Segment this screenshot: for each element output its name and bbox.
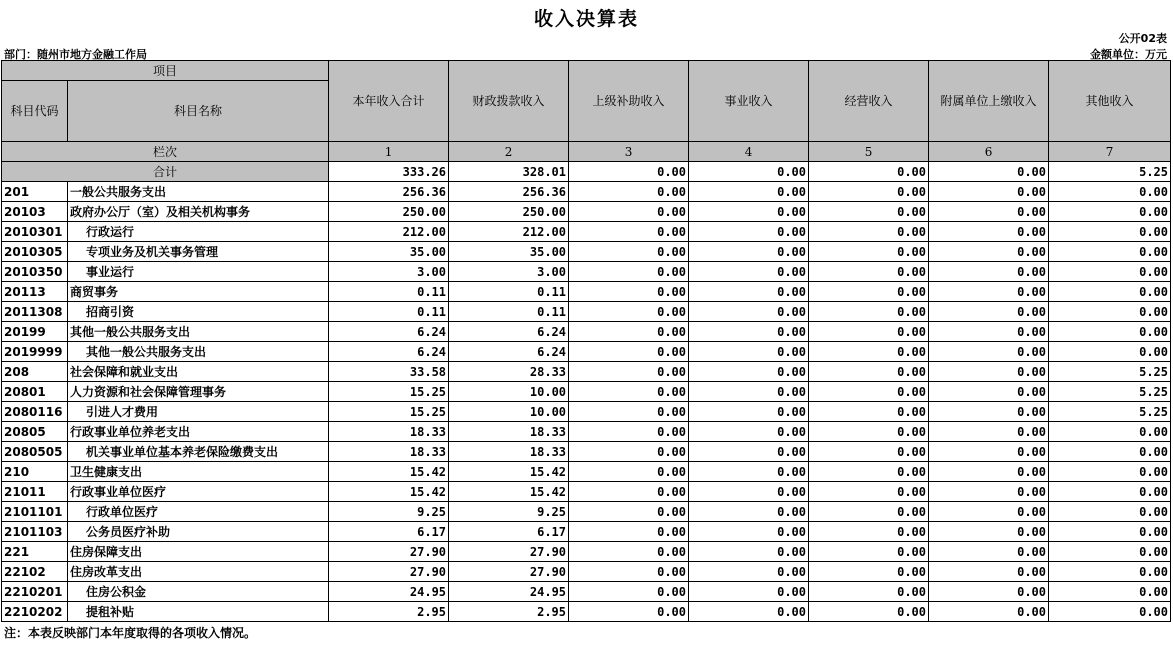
amount-cell: 5.25 [1049,382,1171,402]
subject-name: 社会保障和就业支出 [68,362,329,382]
subject-name: 机关事业单位基本养老保险缴费支出 [68,442,329,462]
amount-cell: 0.00 [569,342,689,362]
amount-cell: 0.00 [1049,442,1171,462]
amount-cell: 0.00 [1049,602,1171,622]
amount-cell: 0.00 [809,562,929,582]
amount-cell: 27.90 [449,562,569,582]
amount-cell: 0.00 [689,322,809,342]
amount-cell: 0.00 [569,222,689,242]
amount-cell: 0.00 [929,222,1049,242]
amount-cell: 0.00 [929,342,1049,362]
amount-cell: 0.00 [809,182,929,202]
amount-cell: 6.24 [329,342,449,362]
amount-cell: 0.00 [929,262,1049,282]
amount-cell: 0.00 [569,362,689,382]
amount-cell: 0.00 [929,382,1049,402]
subject-name: 住房公积金 [68,582,329,602]
header-code: 科目代码 [2,81,68,142]
amount-cell: 9.25 [449,502,569,522]
amount-cell: 0.00 [1049,182,1171,202]
table-row [2,482,1171,502]
amount-cell: 0.00 [929,482,1049,502]
amount-cell: 10.00 [449,402,569,422]
amount-cell: 0.00 [809,262,929,282]
subject-code: 208 [2,362,68,382]
amount-cell: 0.00 [569,242,689,262]
amount-cell: 0.11 [329,302,449,322]
header-col-7: 其他收入 [1049,61,1171,142]
amount-cell: 0.00 [689,482,809,502]
table-row [2,262,1171,282]
amount-cell: 15.42 [329,462,449,482]
amount-cell: 3.00 [449,262,569,282]
subject-code: 2101101 [2,502,68,522]
table-row [2,402,1171,422]
amount-cell: 0.00 [929,402,1049,422]
amount-cell: 0.00 [569,302,689,322]
amount-cell: 18.33 [329,422,449,442]
amount-cell: 15.42 [449,462,569,482]
amount-cell: 6.17 [329,522,449,542]
amount-cell: 0.00 [689,422,809,442]
amount-cell: 0.11 [449,282,569,302]
table-row [2,422,1171,442]
amount-cell: 0.00 [689,382,809,402]
subject-code: 2101103 [2,522,68,542]
amount-cell: 0.00 [689,302,809,322]
amount-cell: 27.90 [449,542,569,562]
header-col-1: 本年收入合计 [329,61,449,142]
amount-cell: 0.00 [809,462,929,482]
amount-cell: 212.00 [329,222,449,242]
subject-name: 商贸事务 [68,282,329,302]
amount-cell: 256.36 [449,182,569,202]
amount-cell: 0.00 [929,502,1049,522]
col-index: 3 [569,142,689,162]
amount-cell: 0.00 [809,222,929,242]
amount-cell: 15.25 [329,402,449,422]
amount-cell: 0.00 [569,422,689,442]
col-index: 4 [689,142,809,162]
amount-cell: 0.00 [569,482,689,502]
amount-cell: 15.42 [449,482,569,502]
table-row [2,302,1171,322]
subject-name: 提租补贴 [68,602,329,622]
amount-cell: 0.00 [1049,582,1171,602]
table-row [2,322,1171,342]
amount-cell: 0.00 [569,402,689,422]
subject-name: 一般公共服务支出 [68,182,329,202]
amount-cell: 0.00 [809,522,929,542]
amount-cell: 0.00 [569,602,689,622]
amount-cell: 0.00 [809,362,929,382]
amount-cell: 9.25 [329,502,449,522]
table-row [2,222,1171,242]
col-index: 2 [449,142,569,162]
amount-cell: 18.33 [449,422,569,442]
subject-name: 政府办公厅（室）及相关机构事务 [68,202,329,222]
unit-label: 金额单位：万元 [1090,48,1167,61]
amount-cell: 0.00 [569,322,689,342]
amount-cell: 0.00 [689,202,809,222]
subject-name: 行政运行 [68,222,329,242]
amount-cell: 0.00 [569,522,689,542]
amount-cell: 0.00 [929,282,1049,302]
amount-cell: 0.00 [809,342,929,362]
amount-cell: 33.58 [329,362,449,382]
subject-name: 其他一般公共服务支出 [68,342,329,362]
amount-cell: 0.00 [809,422,929,442]
subject-code: 20199 [2,322,68,342]
amount-cell: 5.25 [1049,362,1171,382]
amount-cell: 0.00 [929,242,1049,262]
subject-code: 2011308 [2,302,68,322]
header-lanci: 栏次 [2,142,329,162]
amount-cell: 0.00 [689,562,809,582]
amount-cell: 2.95 [449,602,569,622]
amount-cell: 6.24 [449,322,569,342]
amount-cell: 0.00 [1049,202,1171,222]
amount-cell: 0.00 [1049,262,1171,282]
table-row [2,362,1171,382]
col-index: 6 [929,142,1049,162]
subject-code: 2010301 [2,222,68,242]
amount-cell: 0.00 [809,322,929,342]
subject-name: 公务员医疗补助 [68,522,329,542]
amount-cell: 0.00 [1049,522,1171,542]
amount-cell: 0.00 [689,502,809,522]
col-index: 7 [1049,142,1171,162]
table-row [2,602,1171,622]
amount-cell: 0.00 [689,222,809,242]
col-index: 1 [329,142,449,162]
amount-cell: 0.00 [569,462,689,482]
amount-cell: 0.00 [809,202,929,222]
amount-cell: 15.42 [329,482,449,502]
table-row [2,562,1171,582]
amount-cell: 0.00 [809,482,929,502]
amount-cell: 0.00 [929,462,1049,482]
amount-cell: 0.00 [1049,562,1171,582]
amount-cell: 0.00 [569,502,689,522]
subject-code: 22102 [2,562,68,582]
amount-cell: 0.00 [689,402,809,422]
amount-cell: 0.00 [689,342,809,362]
subject-code: 201 [2,182,68,202]
amount-cell: 0.00 [929,322,1049,342]
total-value: 0.00 [929,162,1049,182]
amount-cell: 0.00 [1049,302,1171,322]
header-col-4: 事业收入 [689,61,809,142]
table-row [2,582,1171,602]
subject-code: 2010305 [2,242,68,262]
subject-code: 210 [2,462,68,482]
subject-name: 人力资源和社会保障管理事务 [68,382,329,402]
amount-cell: 0.00 [569,382,689,402]
table-row [2,542,1171,562]
subject-code: 2210201 [2,582,68,602]
amount-cell: 0.00 [809,502,929,522]
amount-cell: 0.00 [689,442,809,462]
amount-cell: 0.00 [929,422,1049,442]
amount-cell: 0.00 [569,262,689,282]
table-row [2,202,1171,222]
amount-cell: 18.33 [329,442,449,462]
amount-cell: 0.00 [1049,422,1171,442]
amount-cell: 0.00 [929,562,1049,582]
table-row [2,282,1171,302]
form-number: 公开02表 [1118,32,1167,45]
amount-cell: 0.00 [569,442,689,462]
amount-cell: 0.00 [1049,462,1171,482]
footnote: 注：本表反映部门本年度取得的各项收入情况。 [4,626,257,640]
subject-name: 其他一般公共服务支出 [68,322,329,342]
amount-cell: 0.00 [1049,342,1171,362]
header-col-5: 经营收入 [809,61,929,142]
subject-name: 住房改革支出 [68,562,329,582]
subject-name: 招商引资 [68,302,329,322]
amount-cell: 0.00 [929,582,1049,602]
amount-cell: 0.00 [929,542,1049,562]
total-value: 0.00 [809,162,929,182]
amount-cell: 0.00 [1049,222,1171,242]
amount-cell: 0.00 [569,542,689,562]
subject-name: 专项业务及机关事务管理 [68,242,329,262]
header-name: 科目名称 [68,81,329,142]
subject-name: 行政单位医疗 [68,502,329,522]
total-value: 333.26 [329,162,449,182]
table-row [2,442,1171,462]
amount-cell: 27.90 [329,562,449,582]
amount-cell: 0.00 [1049,242,1171,262]
amount-cell: 0.00 [689,282,809,302]
amount-cell: 24.95 [329,582,449,602]
col-index: 5 [809,142,929,162]
amount-cell: 0.00 [809,302,929,322]
amount-cell: 5.25 [1049,402,1171,422]
total-value: 328.01 [449,162,569,182]
table-row [2,382,1171,402]
amount-cell: 2.95 [329,602,449,622]
amount-cell: 212.00 [449,222,569,242]
amount-cell: 0.00 [929,202,1049,222]
department-label: 部门：随州市地方金融工作局 [4,48,147,61]
amount-cell: 0.00 [689,602,809,622]
amount-cell: 0.00 [1049,502,1171,522]
header-project: 项目 [2,61,329,81]
subject-code: 2210202 [2,602,68,622]
amount-cell: 0.00 [809,542,929,562]
amount-cell: 6.24 [329,322,449,342]
amount-cell: 0.00 [569,202,689,222]
amount-cell: 15.25 [329,382,449,402]
income-table [1,60,1171,622]
table-row [2,342,1171,362]
amount-cell: 0.00 [689,182,809,202]
subject-code: 2010350 [2,262,68,282]
amount-cell: 28.33 [449,362,569,382]
amount-cell: 0.00 [929,182,1049,202]
subject-code: 20801 [2,382,68,402]
amount-cell: 0.00 [809,602,929,622]
total-value: 0.00 [569,162,689,182]
amount-cell: 250.00 [449,202,569,222]
amount-cell: 250.00 [329,202,449,222]
amount-cell: 256.36 [329,182,449,202]
amount-cell: 0.00 [689,362,809,382]
subject-name: 行政事业单位养老支出 [68,422,329,442]
subject-code: 21011 [2,482,68,502]
total-value: 5.25 [1049,162,1171,182]
subject-code: 20103 [2,202,68,222]
subject-name: 事业运行 [68,262,329,282]
amount-cell: 0.00 [569,582,689,602]
amount-cell: 24.95 [449,582,569,602]
table-row [2,462,1171,482]
header-col-6: 附属单位上缴收入 [929,61,1049,142]
total-value: 0.00 [689,162,809,182]
amount-cell: 0.00 [809,442,929,462]
amount-cell: 0.00 [569,282,689,302]
amount-cell: 27.90 [329,542,449,562]
subject-code: 2080116 [2,402,68,422]
amount-cell: 0.00 [809,242,929,262]
amount-cell: 18.33 [449,442,569,462]
amount-cell: 3.00 [329,262,449,282]
amount-cell: 6.17 [449,522,569,542]
amount-cell: 0.11 [329,282,449,302]
amount-cell: 0.00 [929,602,1049,622]
amount-cell: 10.00 [449,382,569,402]
amount-cell: 35.00 [329,242,449,262]
amount-cell: 0.11 [449,302,569,322]
header-col-3: 上级补助收入 [569,61,689,142]
amount-cell: 0.00 [1049,482,1171,502]
subject-code: 20805 [2,422,68,442]
amount-cell: 6.24 [449,342,569,362]
page-title: 收入决算表 [533,8,639,30]
subject-name: 行政事业单位医疗 [68,482,329,502]
amount-cell: 0.00 [1049,322,1171,342]
table-row [2,182,1171,202]
amount-cell: 0.00 [1049,542,1171,562]
amount-cell: 0.00 [929,302,1049,322]
subject-name: 卫生健康支出 [68,462,329,482]
total-label: 合计 [2,162,329,182]
amount-cell: 0.00 [929,362,1049,382]
amount-cell: 0.00 [809,382,929,402]
amount-cell: 0.00 [809,582,929,602]
table-row [2,242,1171,262]
amount-cell: 0.00 [689,542,809,562]
subject-code: 221 [2,542,68,562]
amount-cell: 0.00 [569,562,689,582]
header-col-2: 财政拨款收入 [449,61,569,142]
subject-code: 2080505 [2,442,68,462]
amount-cell: 0.00 [929,442,1049,462]
amount-cell: 0.00 [689,582,809,602]
total-row [2,162,1171,182]
amount-cell: 0.00 [809,402,929,422]
amount-cell: 0.00 [689,242,809,262]
subject-code: 2019999 [2,342,68,362]
table-row [2,522,1171,542]
amount-cell: 0.00 [1049,282,1171,302]
amount-cell: 0.00 [689,522,809,542]
amount-cell: 0.00 [689,262,809,282]
amount-cell: 0.00 [809,282,929,302]
subject-name: 引进人才费用 [68,402,329,422]
subject-code: 20113 [2,282,68,302]
amount-cell: 0.00 [689,462,809,482]
amount-cell: 0.00 [929,522,1049,542]
table-row [2,502,1171,522]
amount-cell: 0.00 [569,182,689,202]
amount-cell: 35.00 [449,242,569,262]
subject-name: 住房保障支出 [68,542,329,562]
